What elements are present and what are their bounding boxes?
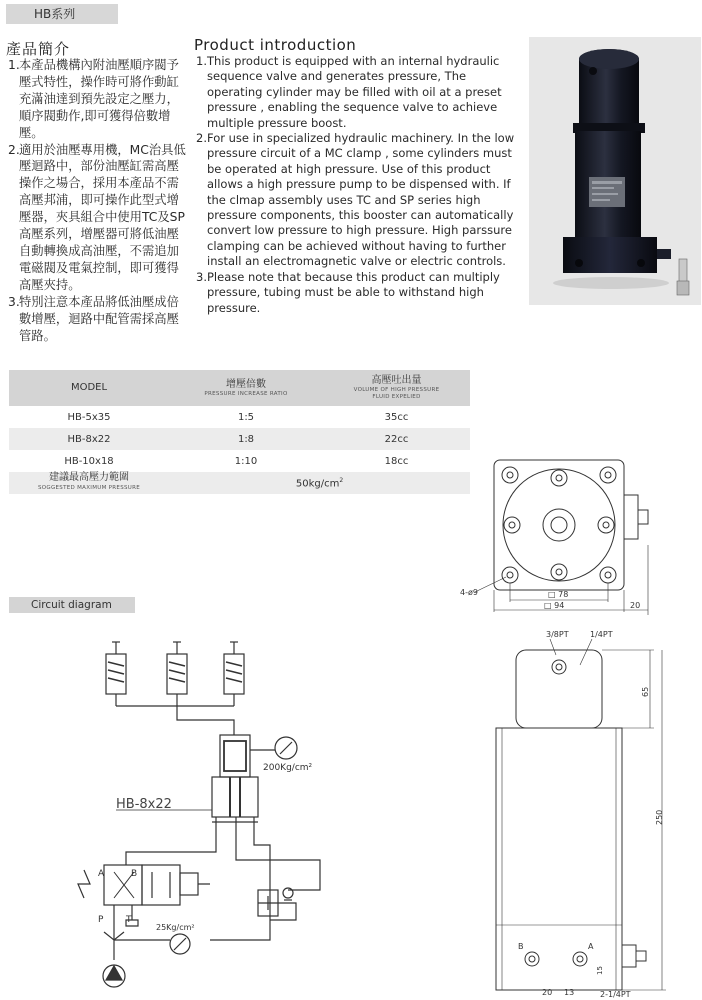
port-p-label: P xyxy=(98,915,104,925)
zh-intro-item: 3. 特別注意本產品將低油壓成倍數增壓，迴路中配管需採高壓管路。 xyxy=(8,294,179,343)
circuit-diagram xyxy=(60,640,380,1000)
dim-label: 13 xyxy=(564,988,575,997)
clamp-cylinder xyxy=(167,642,187,706)
clamp-cylinder xyxy=(224,642,244,706)
zh-intro-item: 1. 本產品機構內附油壓順序閥予壓式特性，操作時可將作動缸充滿油達到預先設定之壓力，順序閥動作,即可獲得倍數增壓。 xyxy=(8,58,179,140)
en-intro-item: 2. For use in specialized hydraulic machinery. In the low pressure circuit of a MC clamp , some cylinders must be operated at high pressure. Use of this product allows a high pressure pump to be dispensed with. If the clmap assembly uses TC and SP series high pressure components, this booster can automatically convert low pressure to high pressure. High parssure clamping can be achieved without having to further install an electromagnetic valve or electric controls. xyxy=(196,131,515,269)
table-row: HB-5x35 1:5 35cc xyxy=(67,411,409,423)
col-header-ratio: 增壓倍數 PRESSURE INCREASE RATIO xyxy=(169,370,323,406)
table-row: HB-8x22 1:8 22cc xyxy=(9,428,470,450)
port-b-label: B xyxy=(518,942,524,951)
dim-label: 250 xyxy=(655,809,664,825)
en-intro-item: 1. This product is equipped with an internal hydraulic sequence valve and generates pressure, The operating cylinder may be filled with oil at a preset pressure , enabling the sequence valve to achieve multiple pressure boost. xyxy=(196,54,502,130)
circuit-diagram-tag: Circuit diagram xyxy=(9,597,135,613)
gauge-low-label: 25Kg/cm² xyxy=(156,923,195,932)
table-row: HB-10x18 1:10 18cc xyxy=(64,455,409,467)
zh-intro-item: 2. 適用於油壓專用機，MC治具低壓迴路中，部份油壓缸需高壓操作之場合，採用本產品不需高壓邦浦，即可操作此型式增壓器，夾具組合中使用TC及SP高壓系列，增壓器可將低油壓自動轉換成高油壓，不需追加電磁閥及電氣控制，即可獲得高壓夾持。 xyxy=(8,142,186,292)
dim-label: □ 78 xyxy=(548,590,569,599)
spec-table xyxy=(9,370,470,494)
gauge-high-label: 200Kg/cm² xyxy=(263,763,313,773)
port-b-label: B xyxy=(131,869,138,879)
technical-drawing xyxy=(440,455,702,1000)
booster-model-label: HB-8x22 xyxy=(116,797,172,812)
en-intro-title: Product introduction xyxy=(194,36,357,54)
col-header-volume: 高壓吐出量 VOLUME OF HIGH PRESSURE FLUID EXPELIED xyxy=(323,370,470,406)
dim-label: 65 xyxy=(641,686,650,697)
dim-label: 20 xyxy=(542,988,553,997)
zh-intro-title: 產品簡介 xyxy=(6,40,71,58)
port-a-label: A xyxy=(98,869,105,879)
table-row-max-pressure: 建議最高壓力範圍 SOGGESTED MAXIMUM PRESSURE $50kg/cm^2$ xyxy=(9,472,470,494)
port-a-label: A xyxy=(588,942,594,951)
dim-label: 3/8PT xyxy=(546,630,569,639)
dim-label: □ 94 xyxy=(544,601,565,610)
en-intro-list xyxy=(196,54,522,316)
side-view xyxy=(496,630,666,990)
dim-label: 20 xyxy=(630,601,641,610)
dim-label: 15 xyxy=(596,966,604,975)
product-photo xyxy=(529,37,701,305)
clamp-cylinder xyxy=(106,642,126,706)
zh-intro-list xyxy=(8,57,188,344)
en-intro-item: 3. Please note that because this product can multiply pressure, tubing must be able to withstand high pressure. xyxy=(196,269,500,315)
port-t-label: T xyxy=(126,915,132,925)
dim-label: 2-1/4PT xyxy=(600,990,631,999)
col-header-model: MODEL xyxy=(9,370,169,406)
dim-label: 1/4PT xyxy=(590,630,613,639)
series-tag: HB系列 xyxy=(6,4,118,24)
check-valve-symbol xyxy=(258,888,293,916)
booster-illustration xyxy=(529,37,701,305)
dim-label: 4-ø9 xyxy=(460,588,478,597)
